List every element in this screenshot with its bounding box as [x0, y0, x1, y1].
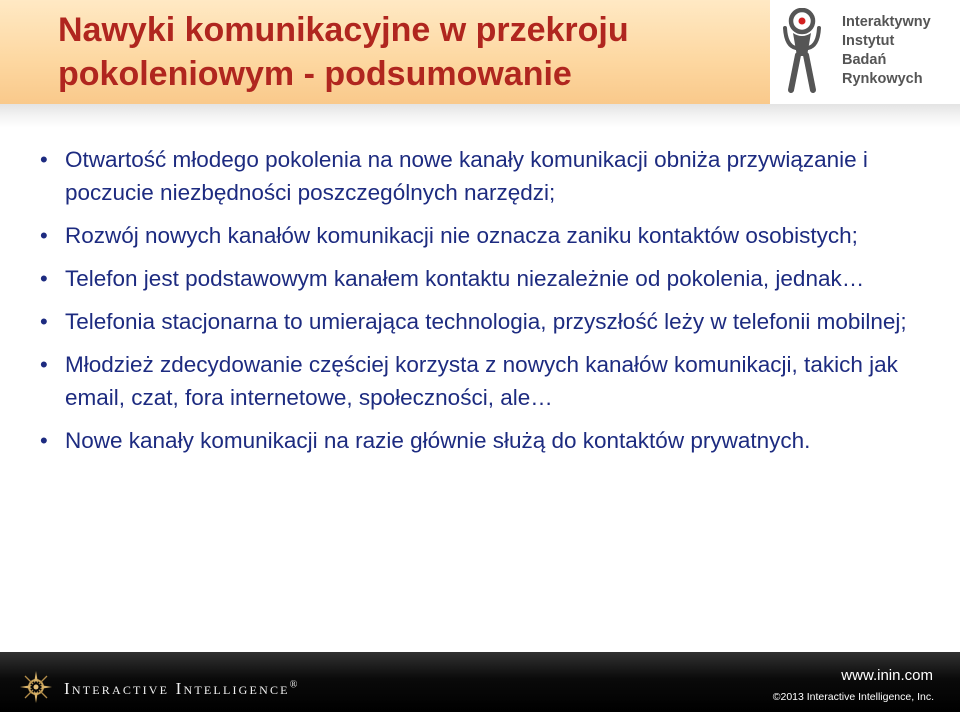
- website-link[interactable]: www.inin.com: [841, 667, 933, 684]
- footer-bar: [0, 652, 960, 712]
- bullet-item: [40, 262, 920, 295]
- bullet-dot-icon: •: [40, 266, 48, 291]
- logo-line-4: Rynkowych: [842, 71, 923, 87]
- copyright-text: ©2013 Interactive Intelligence, Inc.: [772, 691, 934, 703]
- logo-line-3: Badań: [842, 52, 887, 68]
- bullet-item: [40, 348, 920, 414]
- company-name: [64, 679, 297, 699]
- bullet-item: [40, 424, 920, 457]
- institute-logo: [770, 0, 960, 104]
- bullet-dot-icon: •: [40, 309, 48, 334]
- logo-line-1: Interaktywny: [842, 14, 931, 30]
- title-line-1: Nawyki komunikacyjne w przekroju: [58, 11, 629, 49]
- bullet-dot-icon: •: [40, 223, 48, 248]
- bullet-item: [40, 143, 920, 209]
- title-line-2: pokoleniowym - podsumowanie: [58, 55, 572, 93]
- bullet-dot-icon: •: [40, 147, 48, 172]
- page-title: [58, 8, 758, 96]
- bullet-text: Rozwój nowych kanałów komunikacji nie oznacza zaniku kontaktów osobistych;: [65, 223, 858, 248]
- bullet-text: Telefonia stacjonarna to umierająca technologia, przyszłość leży w telefonii mobilnej;: [65, 309, 907, 334]
- bullet-list: [40, 143, 920, 467]
- bullet-dot-icon: •: [40, 428, 48, 453]
- bullet-text: Otwartość młodego pokolenia na nowe kanały komunikacji obniża przywiązanie i poczucie niezbędności poszczególnych narzędzi;: [65, 147, 868, 205]
- header-shadow: [0, 104, 960, 128]
- bullet-text: Nowe kanały komunikacji na razie głównie służą do kontaktów prywatnych.: [65, 428, 811, 453]
- bullet-item: [40, 219, 920, 252]
- logo-wordmark: [842, 13, 931, 89]
- company-name-text: Interactive Intelligence: [64, 679, 290, 698]
- bullet-dot-icon: •: [40, 352, 48, 377]
- trademark-symbol: ®: [289, 679, 298, 691]
- bullet-item: [40, 305, 920, 338]
- interactive-intelligence-logo-icon: [18, 669, 54, 705]
- logo-line-2: Instytut: [842, 33, 895, 49]
- bullet-text: Młodzież zdecydowanie częściej korzysta z nowych kanałów komunikacji, takich jak email, czat, fora internetowe, społeczności, ale…: [65, 352, 898, 410]
- iibr-figure-logo-icon: [780, 8, 824, 94]
- bullet-text: Telefon jest podstawowym kanałem kontaktu niezależnie od pokolenia, jednak…: [65, 266, 865, 291]
